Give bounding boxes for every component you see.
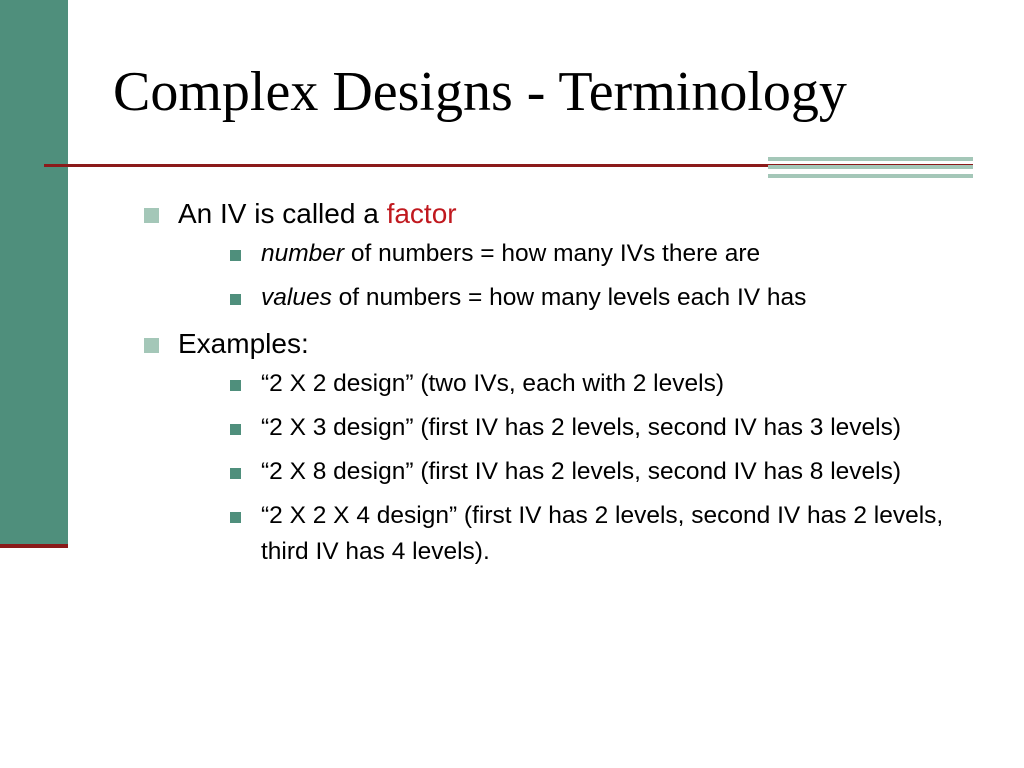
sub-bullet-item bbox=[178, 366, 983, 402]
square-bullet-icon bbox=[230, 512, 241, 523]
sub-bullet-list bbox=[178, 366, 960, 570]
sub-bullet-item bbox=[178, 280, 983, 316]
bullet-text: Examples: bbox=[178, 328, 309, 359]
emphasized-term: values bbox=[261, 284, 332, 311]
sub-bullet-item bbox=[178, 236, 983, 272]
sub-bullet-text: “2 X 3 design” (first IV has 2 levels, second IV has 3 levels) bbox=[261, 414, 902, 441]
slide-title: Complex Designs - Terminology bbox=[113, 61, 847, 123]
square-bullet-icon bbox=[230, 424, 241, 435]
square-bullet-icon bbox=[144, 338, 159, 353]
bullet-item bbox=[140, 194, 960, 316]
bullet-text: An IV is called a bbox=[178, 198, 387, 229]
square-bullet-icon bbox=[230, 294, 241, 305]
left-band-rule bbox=[0, 544, 68, 548]
highlighted-term: factor bbox=[386, 198, 457, 229]
square-bullet-icon bbox=[230, 380, 241, 391]
bullet-item bbox=[140, 324, 960, 570]
sub-bullet-item bbox=[178, 498, 983, 570]
left-color-band bbox=[0, 0, 68, 546]
square-bullet-icon bbox=[230, 468, 241, 479]
square-bullet-icon bbox=[230, 250, 241, 261]
slide-body bbox=[140, 194, 960, 578]
accent-stripe bbox=[768, 157, 973, 161]
accent-stripe bbox=[768, 174, 973, 178]
sub-bullet-item bbox=[178, 410, 983, 446]
sub-bullet-text: “2 X 2 X 4 design” (first IV has 2 levels, second IV has 2 levels, third IV has 4 levels). bbox=[261, 502, 944, 565]
sub-bullet-text: “2 X 8 design” (first IV has 2 levels, second IV has 8 levels) bbox=[261, 458, 902, 485]
square-bullet-icon bbox=[144, 208, 159, 223]
accent-stripe bbox=[768, 165, 973, 169]
sub-bullet-list bbox=[178, 236, 960, 316]
emphasized-term: number bbox=[261, 240, 345, 267]
sub-bullet-item bbox=[178, 454, 983, 490]
bullet-list bbox=[140, 194, 960, 570]
sub-bullet-text: of numbers = how many IVs there are bbox=[344, 240, 761, 267]
accent-stripes bbox=[768, 157, 973, 180]
sub-bullet-text: of numbers = how many levels each IV has bbox=[331, 284, 807, 311]
sub-bullet-text: “2 X 2 design” (two IVs, each with 2 levels) bbox=[261, 370, 724, 397]
